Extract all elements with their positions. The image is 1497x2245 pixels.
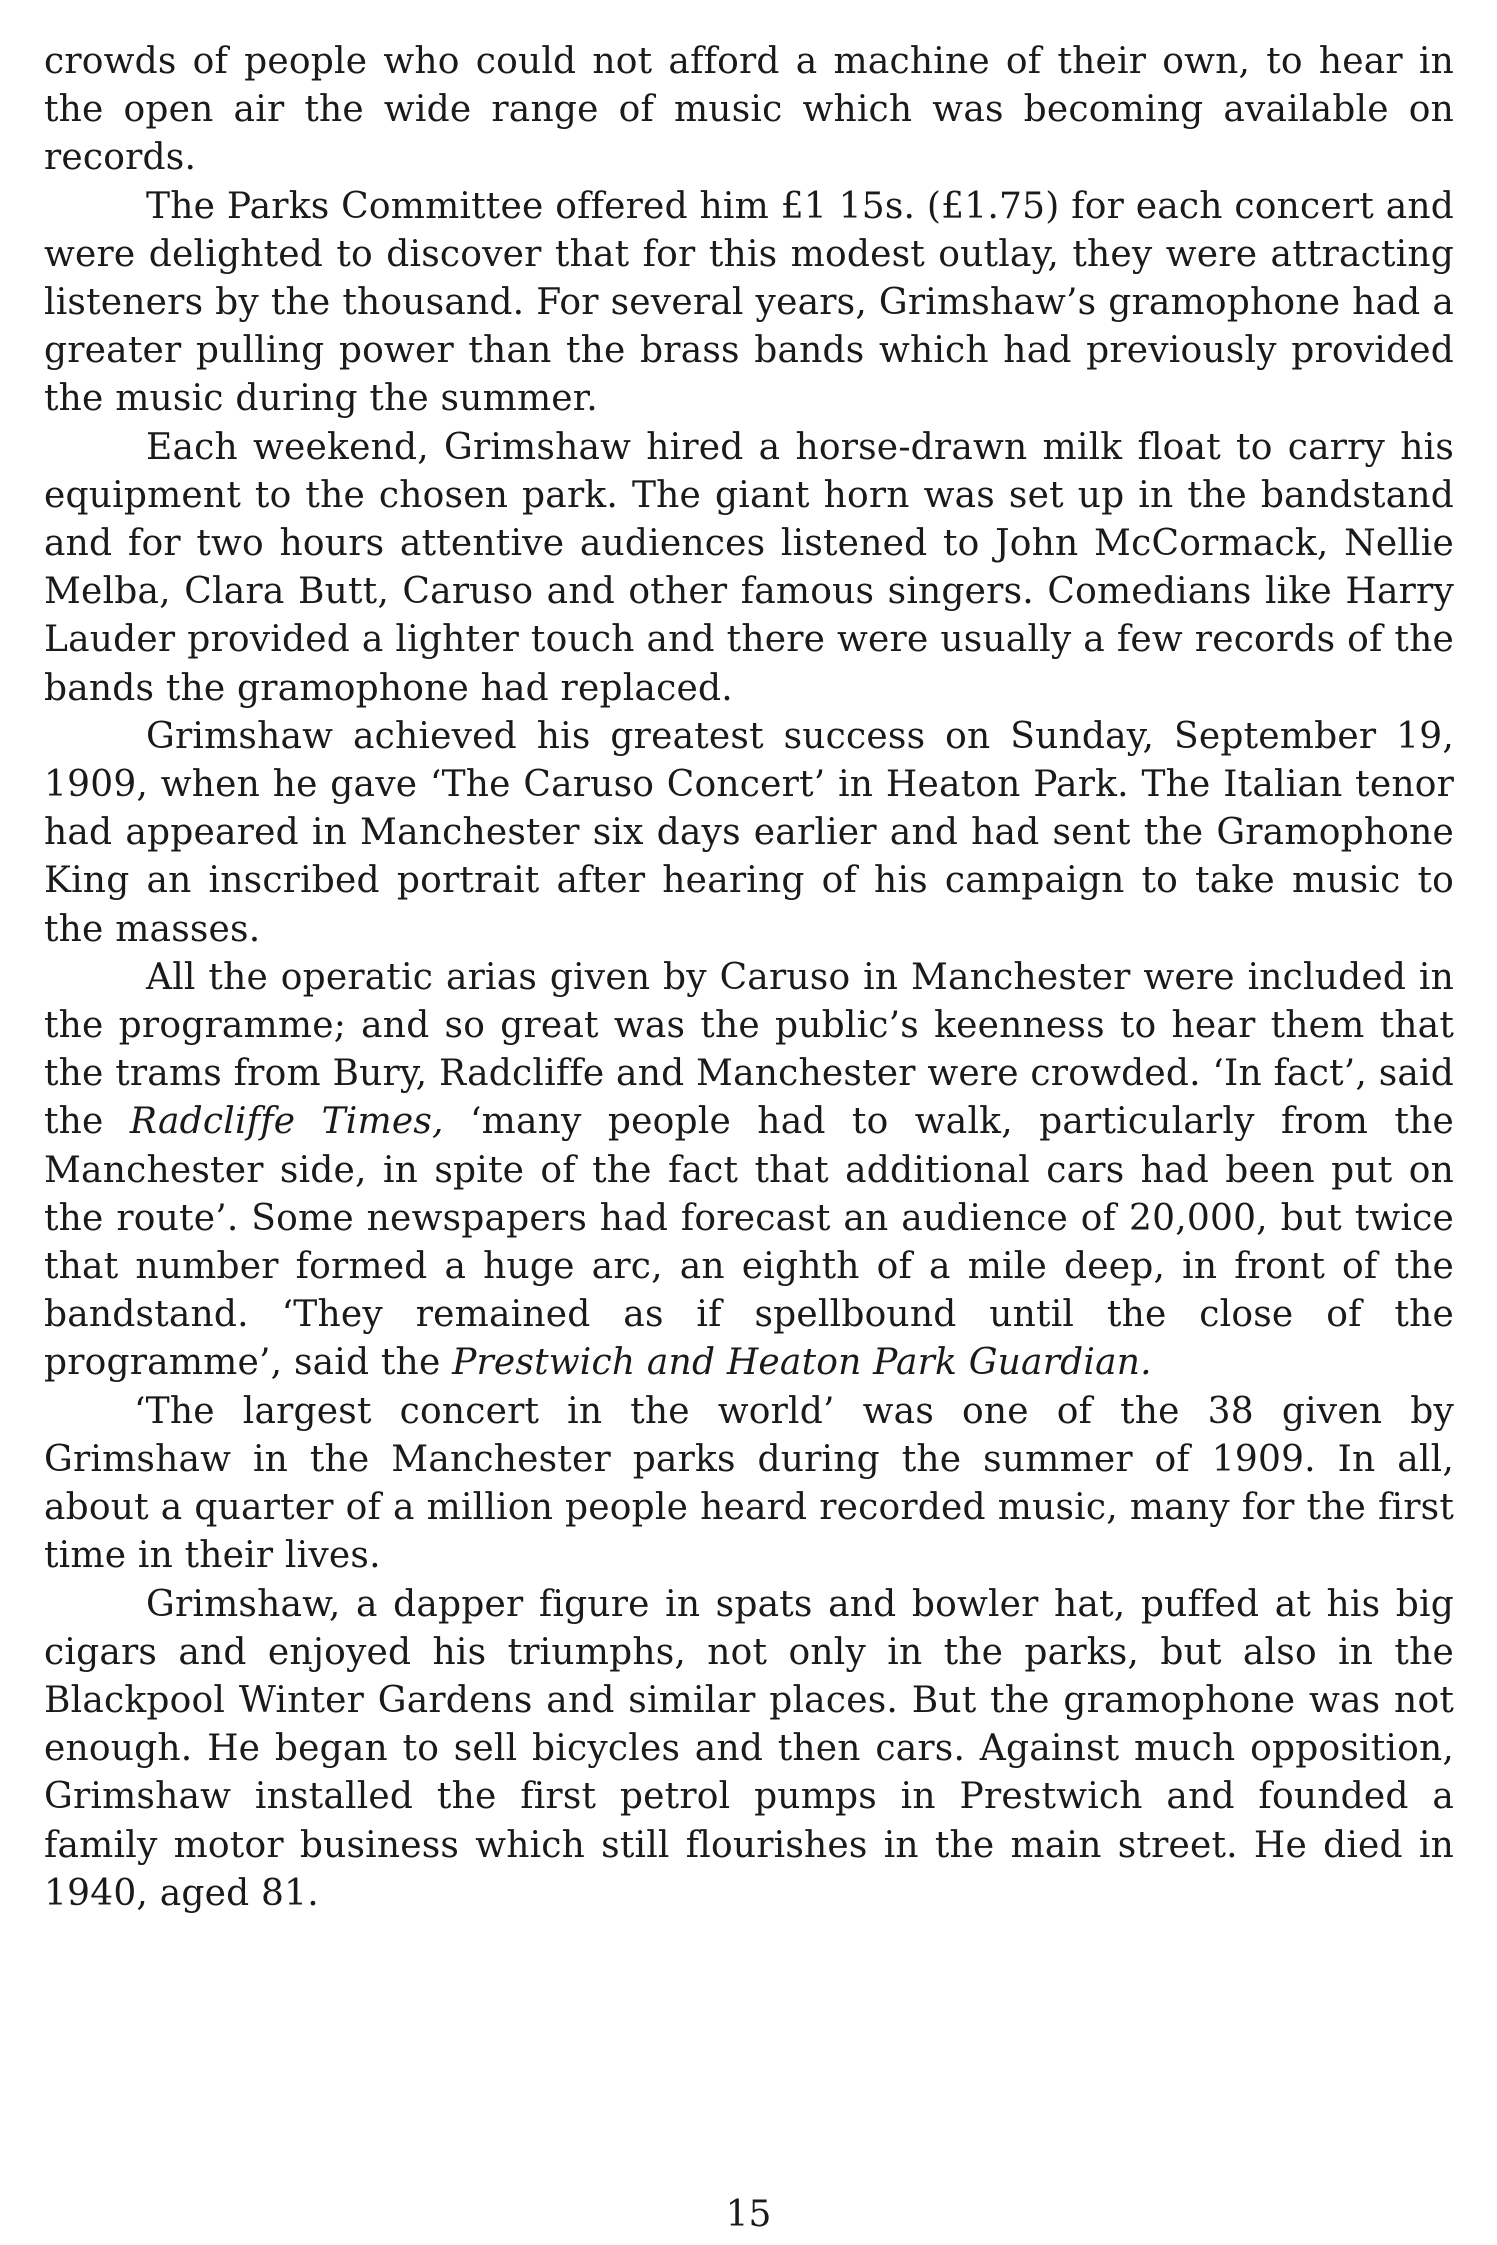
paragraph-5 xyxy=(44,954,1454,1388)
newspaper-title-radcliffe-times: Radcliffe Times, xyxy=(129,1101,444,1143)
paragraph-1: crowds of people who could not afford a machine of their own, to hear in the open air the wide range of music which was becoming available on records. xyxy=(44,41,1454,179)
newspaper-title-prestwich-guardian: Prestwich and Heaton Park Guardian. xyxy=(452,1342,1152,1384)
page-number: 15 xyxy=(725,2194,772,2235)
body-text xyxy=(44,38,1454,1918)
paragraph-4: Grimshaw achieved his greatest success on Sunday, September 19, 1909, when he gave ‘The Caruso Concert’ in Heaton Park. The Italian tenor had appeared in Manchester six days earlier and had sent the Gramophone King an inscribed portrait after hearing of his campaign to take music to the masses. xyxy=(44,715,1454,950)
paragraph-2: The Parks Committee offered him £1 15s. (£1.75) for each concert and were delighted to discover that for this modest outlay, they were attracting listeners by the thousand. For several years, Grimshaw’s gramophone had a greater pulling power than the brass bands which had previously provided the music during the summer. xyxy=(44,185,1454,420)
paragraph-5-text-b: ‘many people had to walk, particularly from the Manchester side, in spite of the fact that additional cars had been put on the route’. Some newspapers had forecast an audience of 20,000, but twice that number formed a huge arc, an eighth of a mile deep, in front of the bandstand. ‘They remained as if spellbound until the close of the programme’, said the xyxy=(44,1101,1454,1384)
paragraph-7: Grimshaw, a dapper figure in spats and bowler hat, puffed at his big cigars and enjoyed his triumphs, not only in the parks, but also in the Blackpool Winter Gardens and similar places. But the gramophone was not enough. He began to sell bicycles and then cars. Against much opposition, Grimshaw installed the first petrol pumps in Prestwich and founded a family motor business which still flourishes in the main street. He died in 1940, aged 81. xyxy=(44,1583,1454,1914)
paragraph-5-text-a: All the operatic arias given by Caruso in Manchester were included in the programme; and so great was the public’s keenness to hear them that the trams from Bury, Radcliffe and Manchester were crowded. ‘In fact’, said the xyxy=(44,956,1454,1143)
paragraph-6: ‘The largest concert in the world’ was one of the 38 given by Grimshaw in the Manchester parks during the summer of 1909. In all, about a quarter of a million people heard recorded music, many for the first time in their lives. xyxy=(44,1390,1454,1577)
paragraph-3: Each weekend, Grimshaw hired a horse-drawn milk float to carry his equipment to the chosen park. The giant horn was set up in the bandstand and for two hours attentive audiences listened to John McCormack, Nellie Melba, Clara Butt, Caruso and other famous singers. Comedians like Harry Lauder provided a lighter touch and there were usually a few records of the bands the gramophone had replaced. xyxy=(44,426,1454,709)
